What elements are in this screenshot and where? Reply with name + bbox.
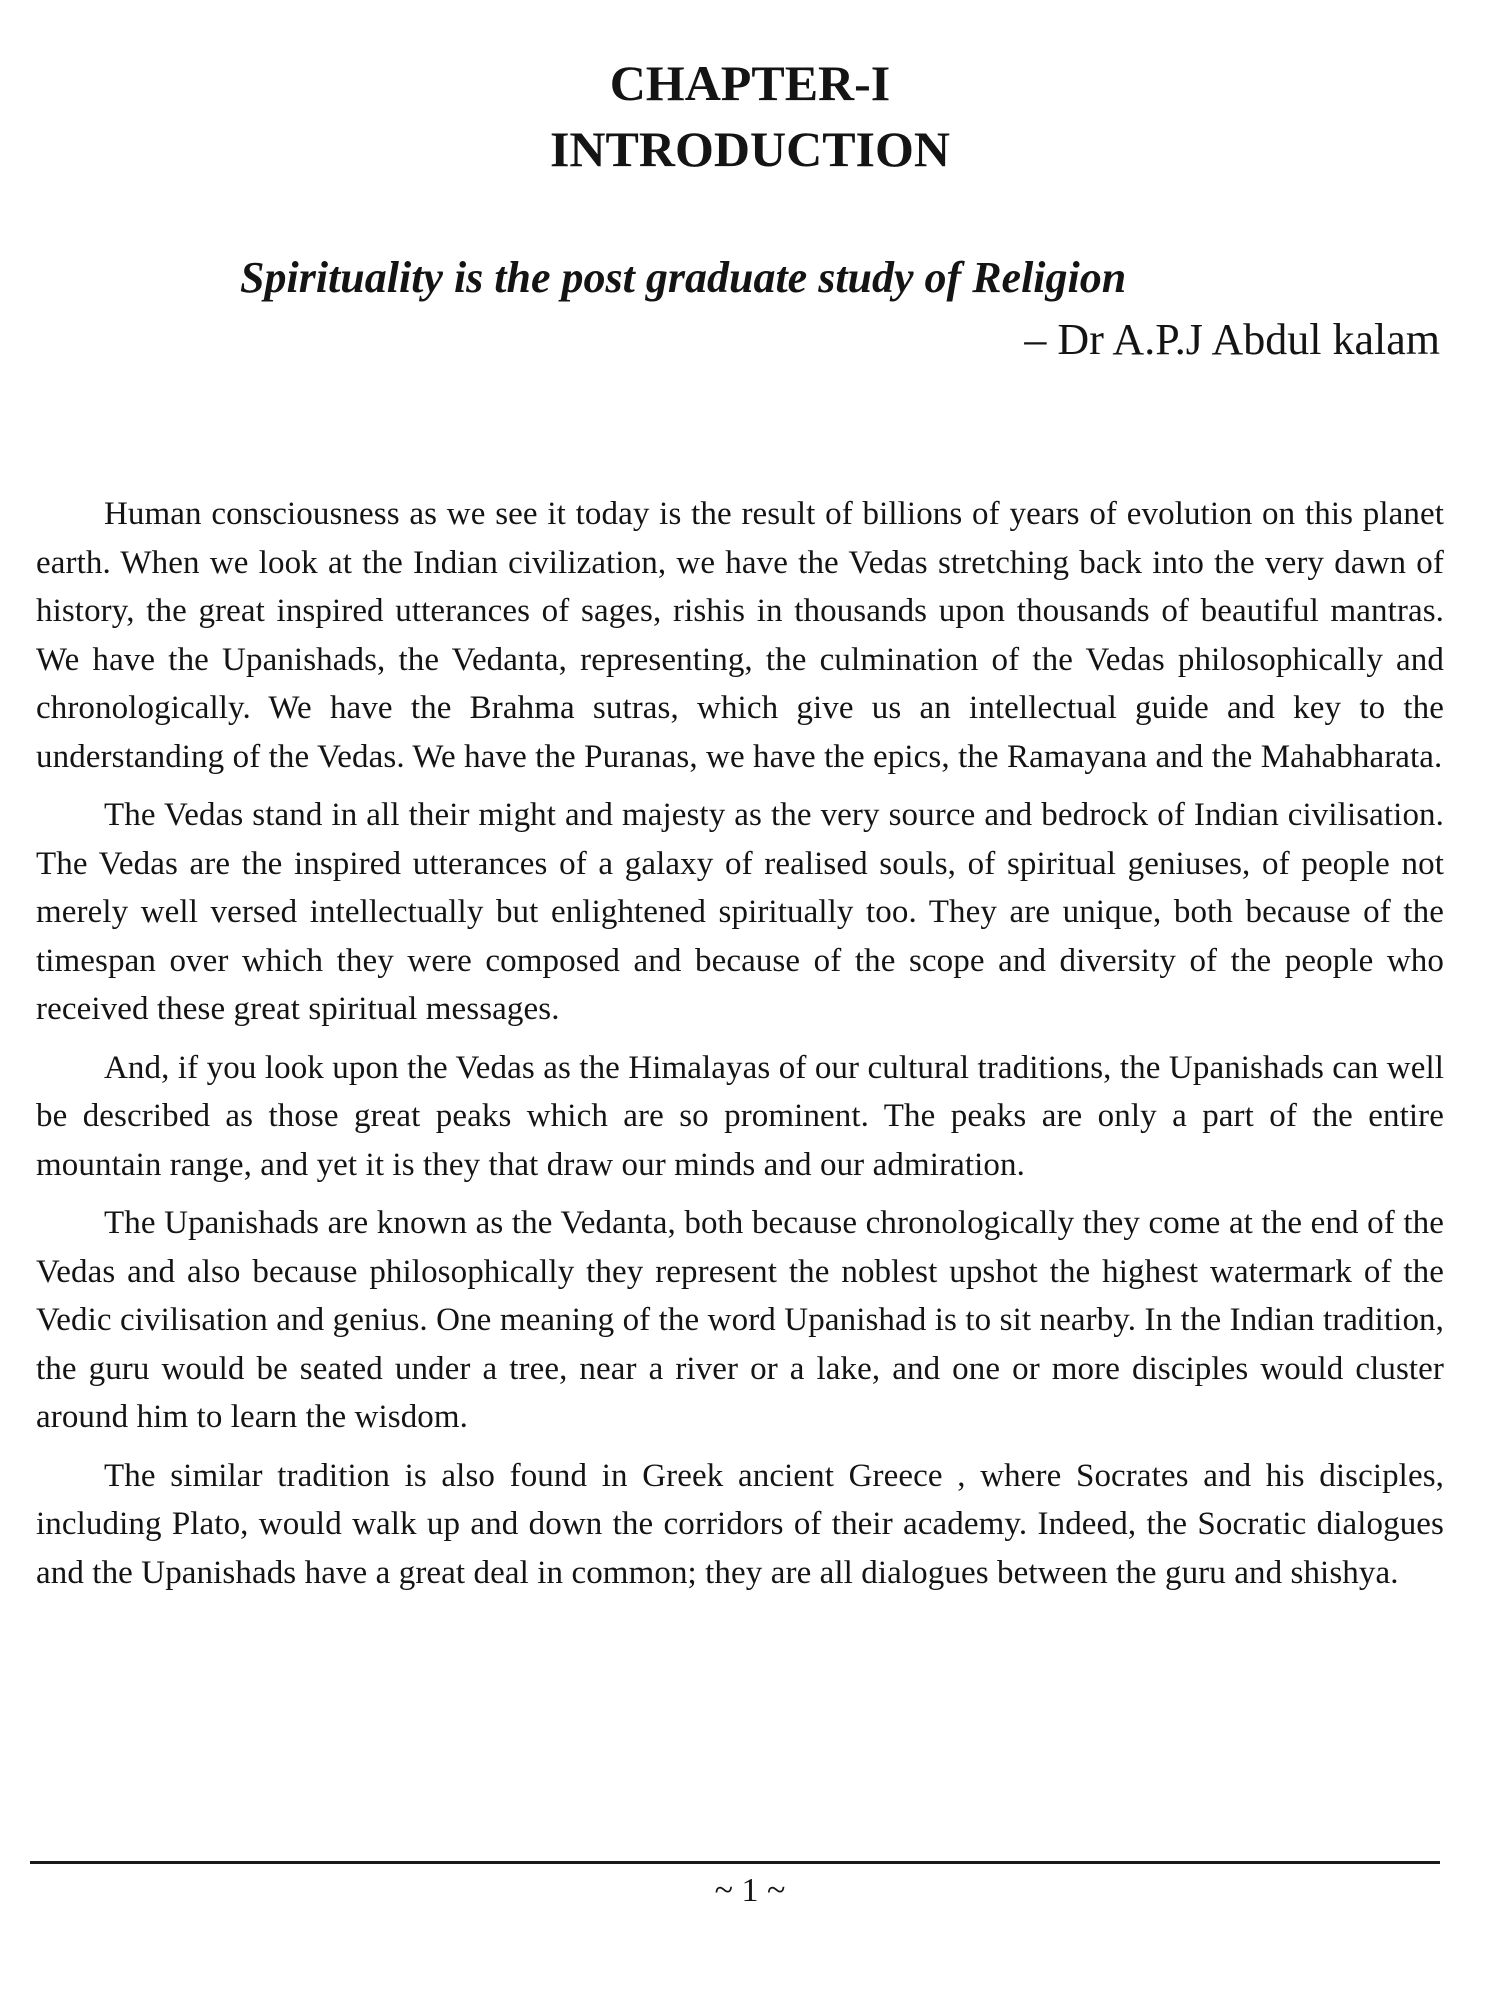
- paragraph: And, if you look upon the Vedas as the Himalayas of our cultural traditions, the Upanishads can well be described as those great peaks which are so prominent. The peaks are only a part of the entire mountain range, and yet it is they that draw our minds and our admiration.: [36, 1049, 1444, 1183]
- paragraph: The Upanishads are known as the Vedanta, both because chronologically they come at the end of the Vedas and also because philosophically they represent the noblest upshot the highest watermark of the Vedic civilisation and genius. One meaning of the word Upanishad is to sit nearby. In the Indian tradition, the guru would be seated under a tree, near a river or a lake, and one or more disciples would cluster around him to learn the wisdom.: [36, 1205, 1444, 1435]
- paragraph: The Vedas stand in all their might and majesty as the very source and bedrock of Indian civilisation. The Vedas are the inspired utterances of a galaxy of realised souls, of spiritual geniuses, of people not merely well versed intellectually but enlightened spiritually too. They are unique, both because of the timespan over which they were composed and because of the scope and diversity of the people who received these great spiritual messages.: [36, 797, 1444, 1027]
- footer-divider: [30, 1861, 1440, 1864]
- epigraph-author: – Dr A.P.J Abdul kalam: [1024, 315, 1440, 364]
- paragraph: The similar tradition is also found in Greek ancient Greece , where Socrates and his disciples, including Plato, would walk up and down the corridors of their academy. Indeed, the Socratic dialogues and the Upanishads have a great deal in common; they are all dialogues between the guru and shishya.: [36, 1457, 1444, 1591]
- paragraph: Human consciousness as we see it today is the result of billions of years of evolution on this planet earth. When we look at the Indian civilization, we have the Vedas stretching back into the very dawn of history, the great inspired utterances of sages, rishis in thousands upon thousands of beautiful mantras. We have the Upanishads, the Vedanta, representing, the culmination of the Vedas philosophically and chronologically. We have the Brahma sutras, which give us an intellectual guide and key to the understanding of the Vedas. We have the Puranas, we have the epics, the Ramayana and the Mahabharata.: [36, 496, 1444, 775]
- chapter-title: INTRODUCTION: [549, 121, 951, 177]
- page-number: ~ 1 ~: [714, 1872, 786, 1909]
- body-text: [36, 490, 1444, 1607]
- epigraph-quote: Spirituality is the post graduate study of Religion: [240, 253, 1127, 302]
- chapter-number: CHAPTER-I: [609, 55, 891, 111]
